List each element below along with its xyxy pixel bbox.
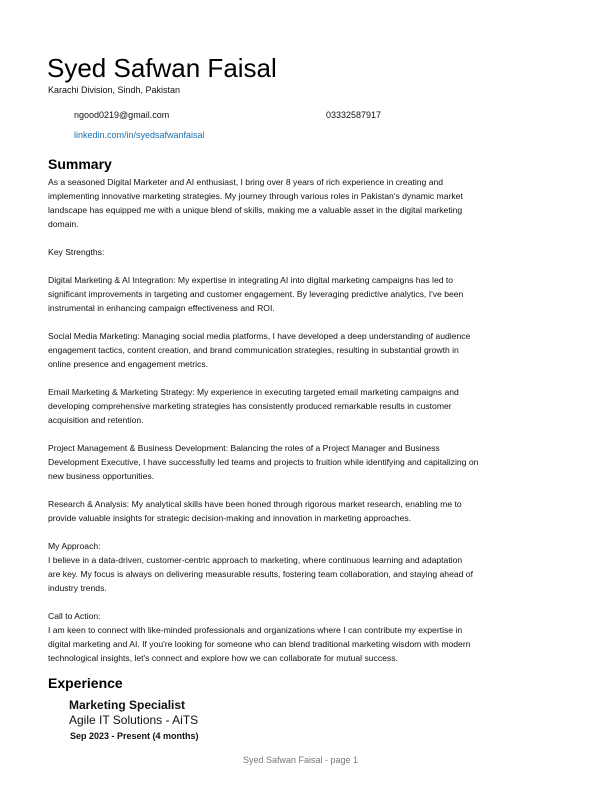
- phone: 03332587917: [326, 110, 382, 120]
- text-line: provide valuable insights for strategic decision-making and innovation in marketing approaches.: [48, 513, 412, 523]
- text-line: instrumental in enhancing campaign effectiveness and ROI.: [48, 303, 275, 313]
- text-line: technological insights, let's connect and explore how we can collaborate for mutual success.: [48, 653, 398, 663]
- text-line: As a seasoned Digital Marketer and AI enthusiast, I bring over 8 years of rich experience in creating and: [48, 177, 444, 187]
- text-line: acquisition and retention.: [48, 415, 144, 425]
- summary-paragraph: [48, 329, 470, 371]
- experience-heading: Experience: [48, 675, 123, 691]
- text-line: I am keen to connect with like-minded professionals and organizations where I can contribute my expertise in: [48, 625, 463, 635]
- job-company: Agile IT Solutions - AiTS: [69, 713, 199, 727]
- text-line: developing comprehensive marketing strategies has consistently produced remarkable results in customer: [48, 401, 452, 411]
- summary-paragraph: [48, 539, 473, 595]
- text-line: I believe in a data-driven, customer-centric approach to marketing, where continuous learning and adaptation: [48, 555, 463, 565]
- job-dates: Sep 2023 - Present (4 months): [70, 731, 199, 741]
- text-line: industry trends.: [48, 583, 107, 593]
- summary-heading: Summary: [48, 156, 112, 172]
- text-line: implementing innovative marketing strategies. My journey through various roles in Pakistan's dynamic market: [48, 191, 463, 201]
- location: Karachi Division, Sindh, Pakistan: [48, 85, 181, 95]
- text-line: Development Executive, I have successfully led teams and projects to fruition while identifying and capitalizing on: [48, 457, 479, 467]
- text-line: Digital Marketing & AI Integration: My expertise in integrating AI into digital marketing campaigns has led to: [48, 275, 454, 285]
- candidate-name: Syed Safwan Faisal: [47, 53, 277, 83]
- text-line: significant improvements in targeting and customer engagement. By leveraging predictive analytics, I've been: [48, 289, 464, 299]
- summary-paragraph: [48, 385, 459, 427]
- text-line: Email Marketing & Marketing Strategy: My experience in executing targeted email marketing campaigns and: [48, 387, 459, 397]
- summary-paragraph: [48, 609, 470, 665]
- page-footer: Syed Safwan Faisal - page 1: [243, 755, 359, 765]
- text-line: landscape has equipped me with a unique blend of skills, making me a valuable asset in the digital marketing: [48, 205, 463, 215]
- text-line: My Approach:: [48, 541, 101, 551]
- summary-paragraph: [48, 245, 104, 259]
- text-line: Project Management & Business Development: Balancing the roles of a Project Manager and Business: [48, 443, 440, 453]
- email[interactable]: ngood0219@gmail.com: [74, 110, 170, 120]
- text-line: new business opportunities.: [48, 471, 155, 481]
- text-line: online presence and engagement metrics.: [48, 359, 209, 369]
- text-line: digital marketing and AI. If you're looking for someone who can blend traditional marketing wisdom with modern: [48, 639, 471, 649]
- text-line: Call to Action:: [48, 611, 101, 621]
- job-title: Marketing Specialist: [69, 698, 186, 712]
- summary-paragraph: [48, 175, 463, 231]
- summary-paragraph: [48, 273, 463, 315]
- text-line: domain.: [48, 219, 79, 229]
- text-line: Research & Analysis: My analytical skills have been honed through rigorous market research, enabling me to: [48, 499, 462, 509]
- text-line: are key. My focus is always on delivering measurable results, fostering team collaboration, and staying ahead of: [48, 569, 473, 579]
- text-line: Social Media Marketing: Managing social media platforms, I have developed a deep understanding of audience: [48, 331, 471, 341]
- summary-paragraph: [48, 497, 462, 525]
- summary-paragraph: [48, 441, 478, 483]
- text-line: Key Strengths:: [48, 247, 105, 257]
- text-line: engagement tactics, content creation, and brand communication strategies, resulting in substantial growth in: [48, 345, 459, 355]
- linkedin-link[interactable]: linkedin.com/in/syedsafwanfaisal: [74, 130, 205, 140]
